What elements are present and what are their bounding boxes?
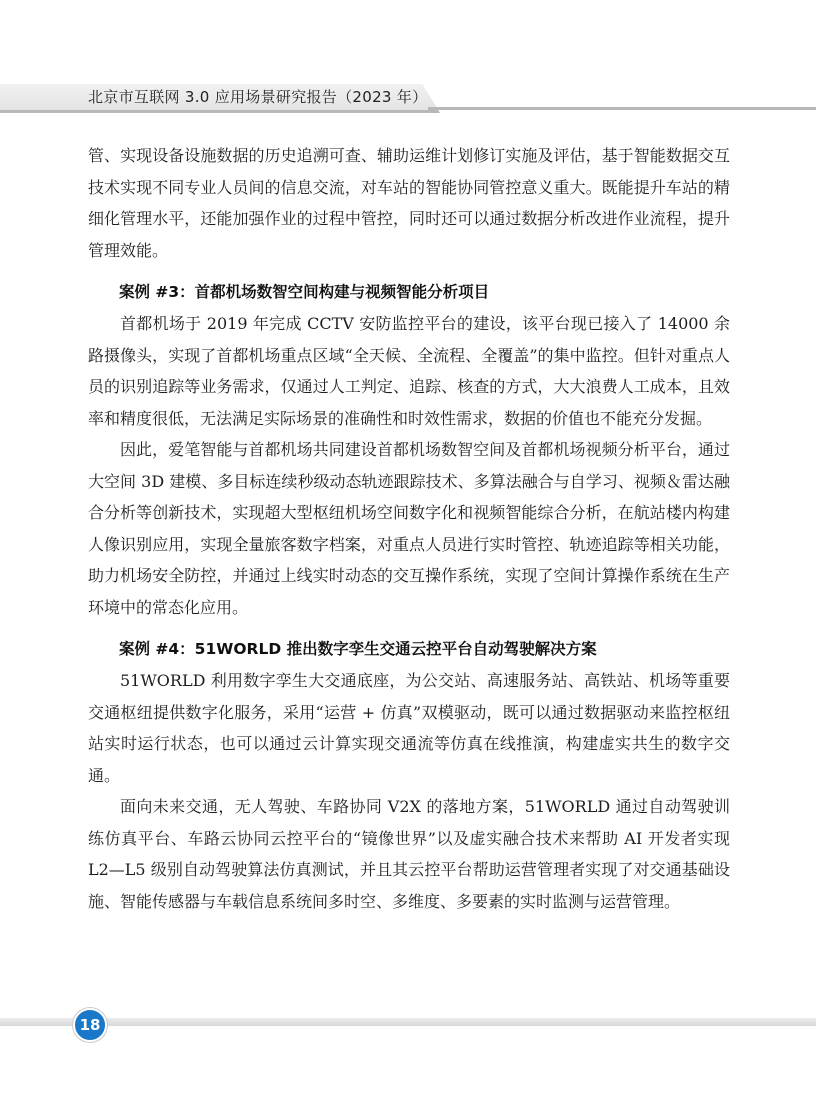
report-title: 北京市互联网 3.0 应用场景研究报告（2023 年） — [88, 88, 428, 106]
case4-paragraph-1: 51WORLD 利用数字孪生大交通底座，为公交站、高速服务站、高铁站、机场等重要交通枢纽提供数字化服务，采用“运营 + 仿真”双模驱动，既可以通过数据驱动来监控枢纽站实时运行状态，也可以通过云计算实现交通流等仿真在线推演，构建虚实共生的数字交通。 — [88, 671, 730, 785]
case4-heading: 案例 #4：51WORLD 推出数字孪生交通云控平台自动驾驶解决方案 — [119, 640, 597, 658]
case4-paragraph-2: 面向未来交通，无人驾驶、车路协同 V2X 的落地方案，51WORLD 通过自动驾驶训练仿真平台、车路云协同云控平台的“镜像世界”以及虚实融合技术来帮助 AI 开发者实现 L2—L5 级别自动驾驶算法仿真测试，并且其云控平台帮助运营管理者实现了对交通基础设施、智能传感器与车载信息系统间多时空、多维度、多要素的实时监测与运营管理。 — [88, 797, 730, 911]
case3-paragraph-2: 因此，爱笔智能与首都机场共同建设首都机场数智空间及首都机场视频分析平台，通过大空间 3D 建模、多目标连续秒级动态轨迹跟踪技术、多算法融合与自学习、视频＆雷达融合分析等创新技术，实现超大型枢纽机场空间数字化和视频智能综合分析，在航站楼内构建人像识别应用，实现全量旅客数字档案，对重点人员进行实时管控、轨迹追踪等相关功能，助力机场安全防控，并通过上线实时动态的交互操作系统，实现了空间计算操作系统在生产环境中的常态化应用。 — [88, 440, 730, 617]
page-number-badge: 18 — [73, 1008, 107, 1042]
intro-paragraph: 管、实现设备设施数据的历史追溯可查、辅助运维计划修订实施及评估，基于智能数据交互技术实现不同专业人员间的信息交流，对车站的智能协同管控意义重大。既能提升车站的精细化管理水平，还能加强作业的过程中管控，同时还可以通过数据分析改进作业流程，提升管理效能。 — [88, 146, 730, 260]
page-header — [0, 84, 816, 110]
footer-rule — [0, 1018, 816, 1026]
case3-heading: 案例 #3：首都机场数智空间构建与视频智能分析项目 — [119, 283, 490, 301]
page-content — [88, 140, 730, 917]
case3-paragraph-1: 首都机场于 2019 年完成 CCTV 安防监控平台的建设，该平台现已接入了 14000 余路摄像头，实现了首都机场重点区域“全天候、全流程、全覆盖”的集中监控。但针对重点人员的识别追踪等业务需求，仅通过人工判定、追踪、核查的方式，大大浪费人工成本，且效率和精度很低，无法满足实际场景的准确性和时效性需求，数据的价值也不能充分发掘。 — [88, 314, 730, 428]
header-rule — [428, 107, 816, 110]
